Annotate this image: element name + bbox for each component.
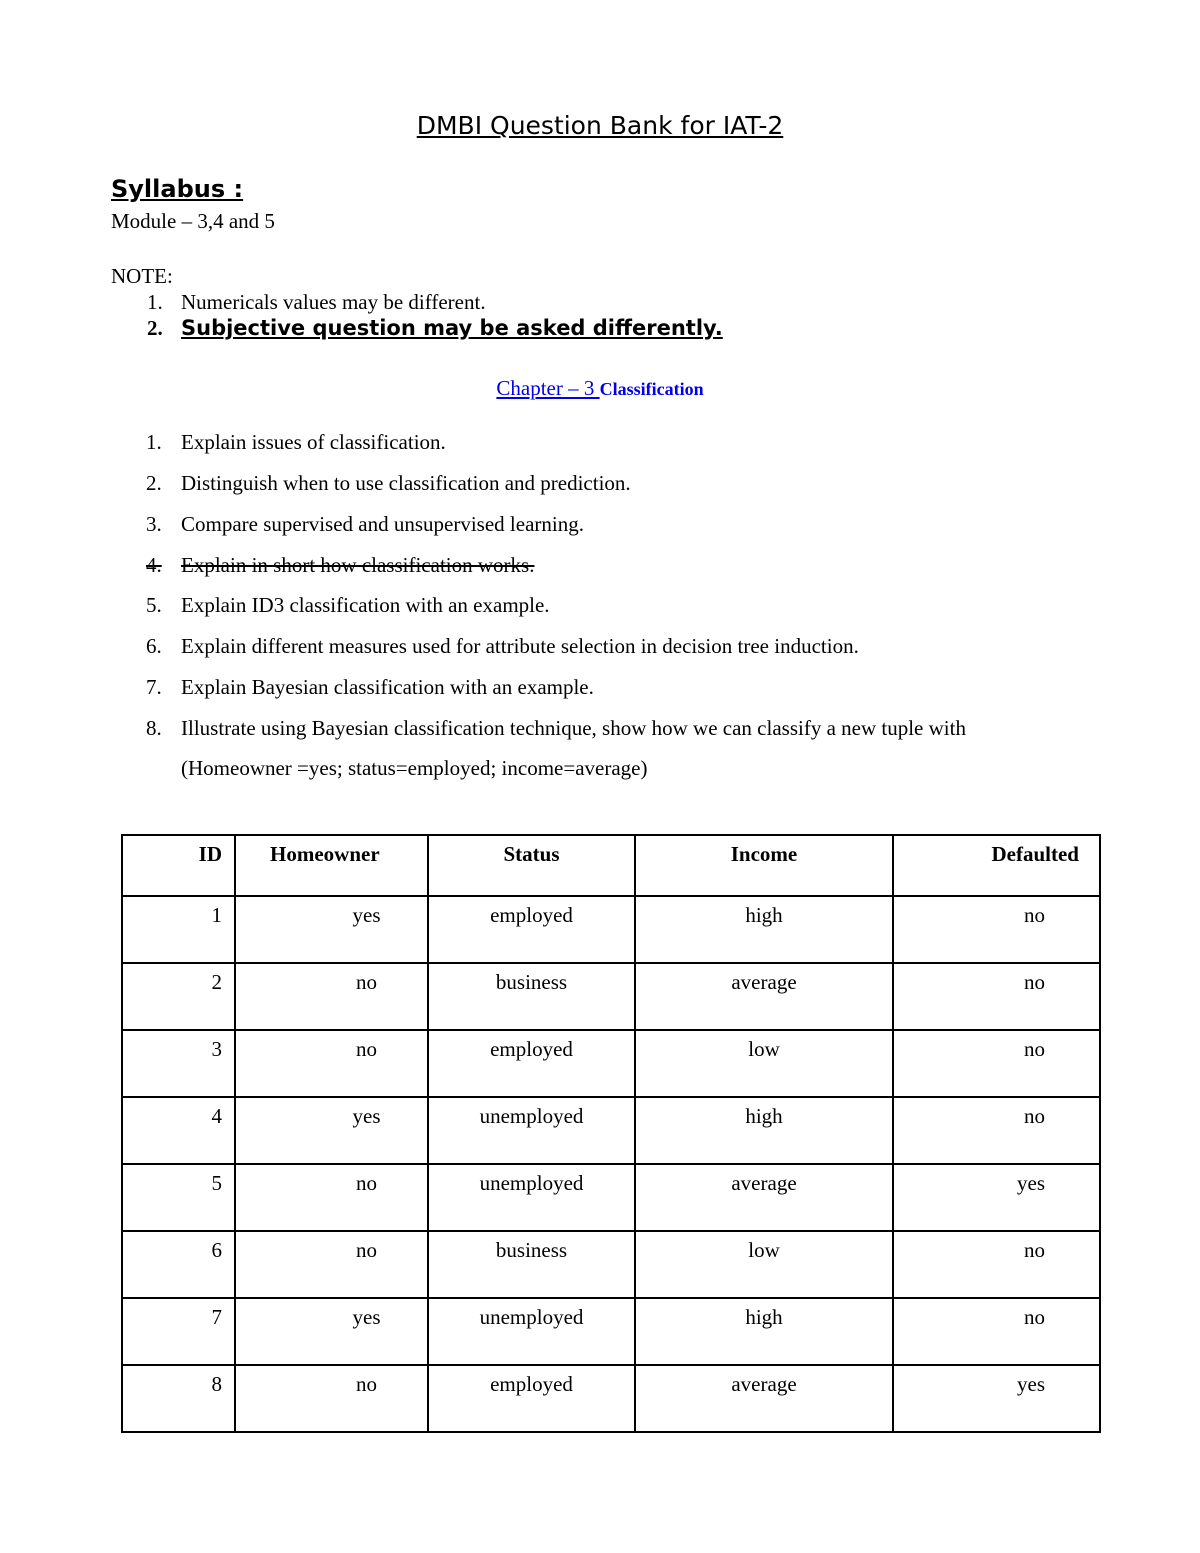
question-number: 2. (146, 471, 162, 495)
question-number: 4. (146, 553, 162, 577)
note-item-2 (147, 316, 723, 341)
table-row (122, 1365, 1100, 1432)
header-defaulted: Defaulted (893, 835, 1100, 896)
cell-defaulted: yes (893, 1365, 1100, 1432)
note-item-1 (147, 290, 486, 315)
cell-homeowner: no (235, 1030, 428, 1097)
cell-homeowner: no (235, 963, 428, 1030)
cell-id: 8 (122, 1365, 235, 1432)
cell-status: unemployed (428, 1164, 635, 1231)
cell-income: average (635, 963, 893, 1030)
cell-status: business (428, 963, 635, 1030)
syllabus-heading: Syllabus : (111, 175, 244, 203)
cell-income: average (635, 1164, 893, 1231)
cell-id: 7 (122, 1298, 235, 1365)
cell-defaulted: yes (893, 1164, 1100, 1231)
document-title: DMBI Question Bank for IAT-2 (416, 111, 784, 140)
question-number: 8. (146, 716, 162, 740)
cell-income: high (635, 1298, 893, 1365)
cell-income: low (635, 1030, 893, 1097)
question-text: Illustrate using Bayesian classification technique, show how we can classify a new tuple with (181, 716, 966, 740)
question-text: Explain different measures used for attribute selection in decision tree induction. (181, 634, 859, 658)
cell-status: employed (428, 896, 635, 963)
cell-id: 6 (122, 1231, 235, 1298)
question-text: Explain issues of classification. (181, 430, 446, 454)
note-number: 1. (147, 290, 163, 314)
note-label: NOTE: (111, 264, 173, 288)
question-text: Explain Bayesian classification with an example. (181, 675, 594, 699)
cell-defaulted: no (893, 1231, 1100, 1298)
cell-status: employed (428, 1365, 635, 1432)
question-text: Compare supervised and unsupervised learning. (181, 512, 584, 536)
table-row (122, 1097, 1100, 1164)
cell-status: employed (428, 1030, 635, 1097)
cell-defaulted: no (893, 1097, 1100, 1164)
chapter-topic: Classification (599, 379, 704, 399)
question-continuation: (Homeowner =yes; status=employed; income=average) (181, 756, 648, 780)
table-row (122, 1231, 1100, 1298)
cell-defaulted: no (893, 896, 1100, 963)
cell-defaulted: no (893, 1298, 1100, 1365)
cell-id: 4 (122, 1097, 235, 1164)
note-text: Subjective question may be asked differently. (181, 316, 723, 340)
cell-defaulted: no (893, 963, 1100, 1030)
chapter-heading (0, 376, 1200, 401)
table-row (122, 1164, 1100, 1231)
cell-homeowner: yes (235, 1298, 428, 1365)
cell-id: 2 (122, 963, 235, 1030)
training-data-table (121, 834, 1101, 1433)
cell-homeowner: yes (235, 896, 428, 963)
note-number: 2. (147, 316, 163, 340)
cell-id: 3 (122, 1030, 235, 1097)
question-number: 5. (146, 593, 162, 617)
header-income: Income (635, 835, 893, 896)
table-row (122, 1298, 1100, 1365)
cell-status: unemployed (428, 1097, 635, 1164)
question-number: 7. (146, 675, 162, 699)
question-text: Distinguish when to use classification and prediction. (181, 471, 631, 495)
table-row (122, 963, 1100, 1030)
cell-id: 1 (122, 896, 235, 963)
question-number: 1. (146, 430, 162, 454)
cell-homeowner: no (235, 1231, 428, 1298)
module-list: Module – 3,4 and 5 (111, 209, 275, 233)
table-row (122, 1030, 1100, 1097)
cell-status: unemployed (428, 1298, 635, 1365)
chapter-number: Chapter – 3 (496, 376, 600, 400)
cell-status: business (428, 1231, 635, 1298)
question-text: Explain ID3 classification with an example. (181, 593, 550, 617)
header-status: Status (428, 835, 635, 896)
question-text: Explain in short how classification works. (181, 553, 535, 577)
cell-income: average (635, 1365, 893, 1432)
cell-homeowner: no (235, 1365, 428, 1432)
cell-income: high (635, 1097, 893, 1164)
table-header-row (122, 835, 1100, 896)
cell-id: 5 (122, 1164, 235, 1231)
cell-income: low (635, 1231, 893, 1298)
note-text: Numericals values may be different. (181, 290, 486, 314)
header-id: ID (122, 835, 235, 896)
question-number: 3. (146, 512, 162, 536)
cell-income: high (635, 896, 893, 963)
cell-defaulted: no (893, 1030, 1100, 1097)
cell-homeowner: no (235, 1164, 428, 1231)
question-number: 6. (146, 634, 162, 658)
header-homeowner: Homeowner (235, 835, 428, 896)
cell-homeowner: yes (235, 1097, 428, 1164)
table-row (122, 896, 1100, 963)
